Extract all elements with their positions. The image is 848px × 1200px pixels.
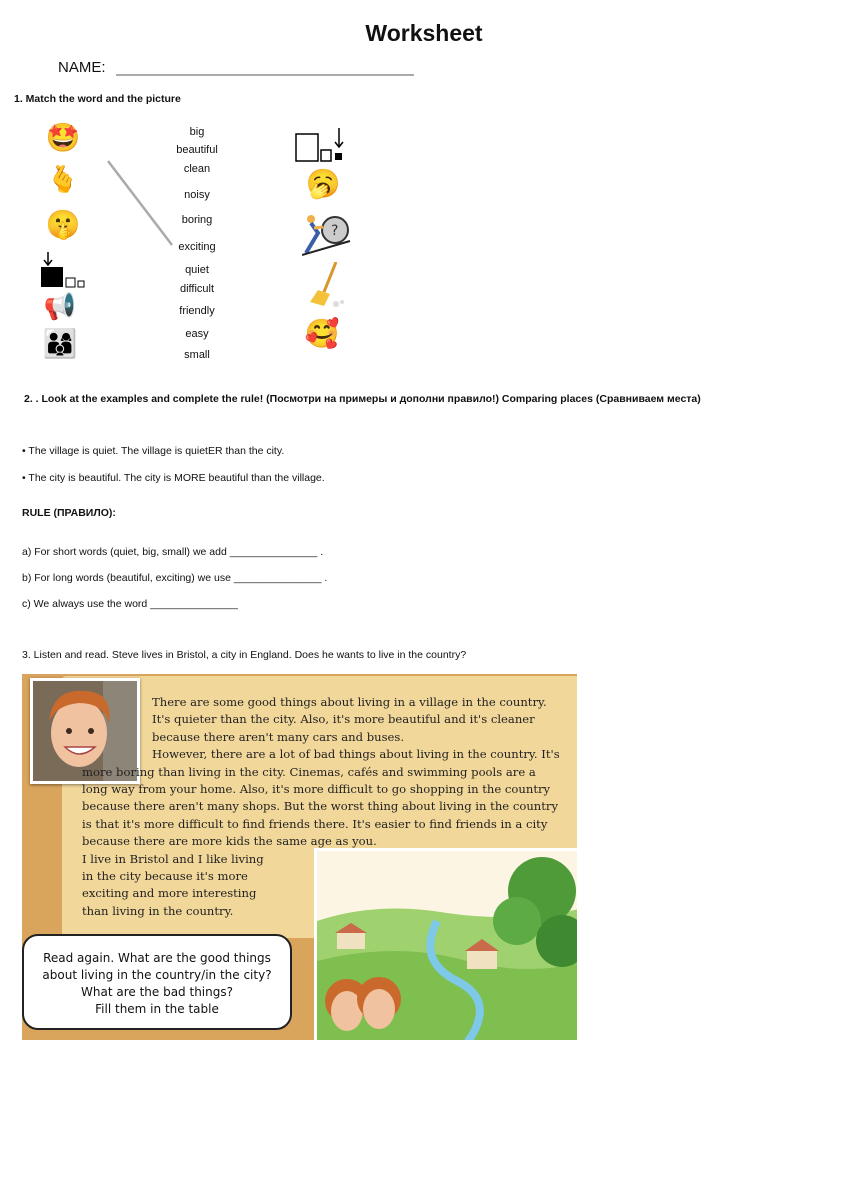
word-easy: easy bbox=[185, 328, 209, 340]
yawning-face-icon: 🥱 bbox=[305, 167, 341, 200]
paragraph-2: However, there are a lot of bad things about living in the country. It's more boring than living in the city. Cinemas, cafés and swimming pools are a long way from your home. Also, it's more difficult to go shopping in the country because there aren't many shops. But the worst thing about living in the country is that it's more difficult to find friends there. It's easier to find friends in a city because there are more kids the same age as you. bbox=[82, 747, 560, 849]
smiling-face-with-hearts-icon: 🥰 bbox=[304, 317, 340, 350]
word-small: small bbox=[184, 349, 210, 361]
word-big: big bbox=[189, 126, 205, 138]
paragraph-3: I live in Bristol and I like living in the city because it's more exciting and more interesting than living in the country. bbox=[82, 851, 264, 918]
megaphone-icon: 📢 bbox=[43, 292, 77, 322]
word-difficult: difficult bbox=[179, 283, 215, 295]
rule-b: b) For long words (beautiful, exciting) we use _______________ . bbox=[22, 572, 328, 584]
rule-label: RULE (ПРАВИЛО): bbox=[22, 507, 116, 519]
reading-image bbox=[22, 674, 577, 1040]
word-beautiful: beautiful bbox=[176, 144, 218, 156]
small-big-arrow-icon bbox=[295, 128, 347, 164]
speech-line-4: Fill them in the table bbox=[95, 1002, 219, 1016]
rule-a: a) For short words (quiet, big, small) we add _______________ . bbox=[22, 546, 324, 558]
broom-icon bbox=[306, 262, 350, 308]
group-of-people-icon: 👨‍👩‍👦 bbox=[42, 327, 78, 360]
person-pushing-boulder-icon bbox=[302, 213, 352, 257]
section3-heading: 3. Listen and read. Steve lives in Bristol, a city in England. Does he wants to live in the country? bbox=[22, 649, 467, 661]
name-label: NAME: bbox=[58, 59, 106, 76]
big-small-arrow-icon bbox=[40, 252, 90, 290]
word-noisy: noisy bbox=[184, 189, 210, 201]
speech-line-2: about living in the country/in the city? bbox=[42, 968, 272, 982]
example-2: • The city is beautiful. The city is MORE beautiful than the village. bbox=[22, 472, 325, 484]
speech-line-3: What are the bad things? bbox=[81, 985, 233, 999]
name-input-line[interactable] bbox=[116, 74, 414, 76]
shushing-face-icon: 🤫 bbox=[45, 208, 81, 241]
section1-heading: 1. Match the word and the picture bbox=[14, 93, 181, 105]
star-struck-face-icon: 🤩 bbox=[45, 121, 81, 154]
word-quiet: quiet bbox=[185, 264, 209, 276]
rule-c: c) We always use the word _______________ bbox=[22, 598, 238, 610]
svg-text:?: ? bbox=[331, 223, 339, 239]
word-clean: clean bbox=[183, 163, 211, 175]
snapping-fingers-icon: 🫰 bbox=[46, 165, 80, 195]
section2-heading: 2. . Look at the examples and complete the rule! (Посмотри на примеры и дополни правило!) Comparing places (Сравниваем места) bbox=[24, 393, 701, 405]
word-exciting: exciting bbox=[178, 241, 216, 253]
countryside-illustration bbox=[314, 848, 577, 1040]
word-friendly: friendly bbox=[179, 305, 215, 317]
example-1: • The village is quiet. The village is quietER than the city. bbox=[22, 445, 285, 457]
word-boring: boring bbox=[181, 214, 213, 226]
page-title: Worksheet bbox=[365, 20, 483, 46]
speech-bubble bbox=[22, 934, 292, 1030]
speech-line-1: Read again. What are the good things bbox=[43, 951, 271, 965]
paragraph-1: There are some good things about living in a village in the country. It's quieter than the city. Also, it's more beautiful and it's cleaner because there aren't many cars and buses. bbox=[152, 695, 547, 744]
